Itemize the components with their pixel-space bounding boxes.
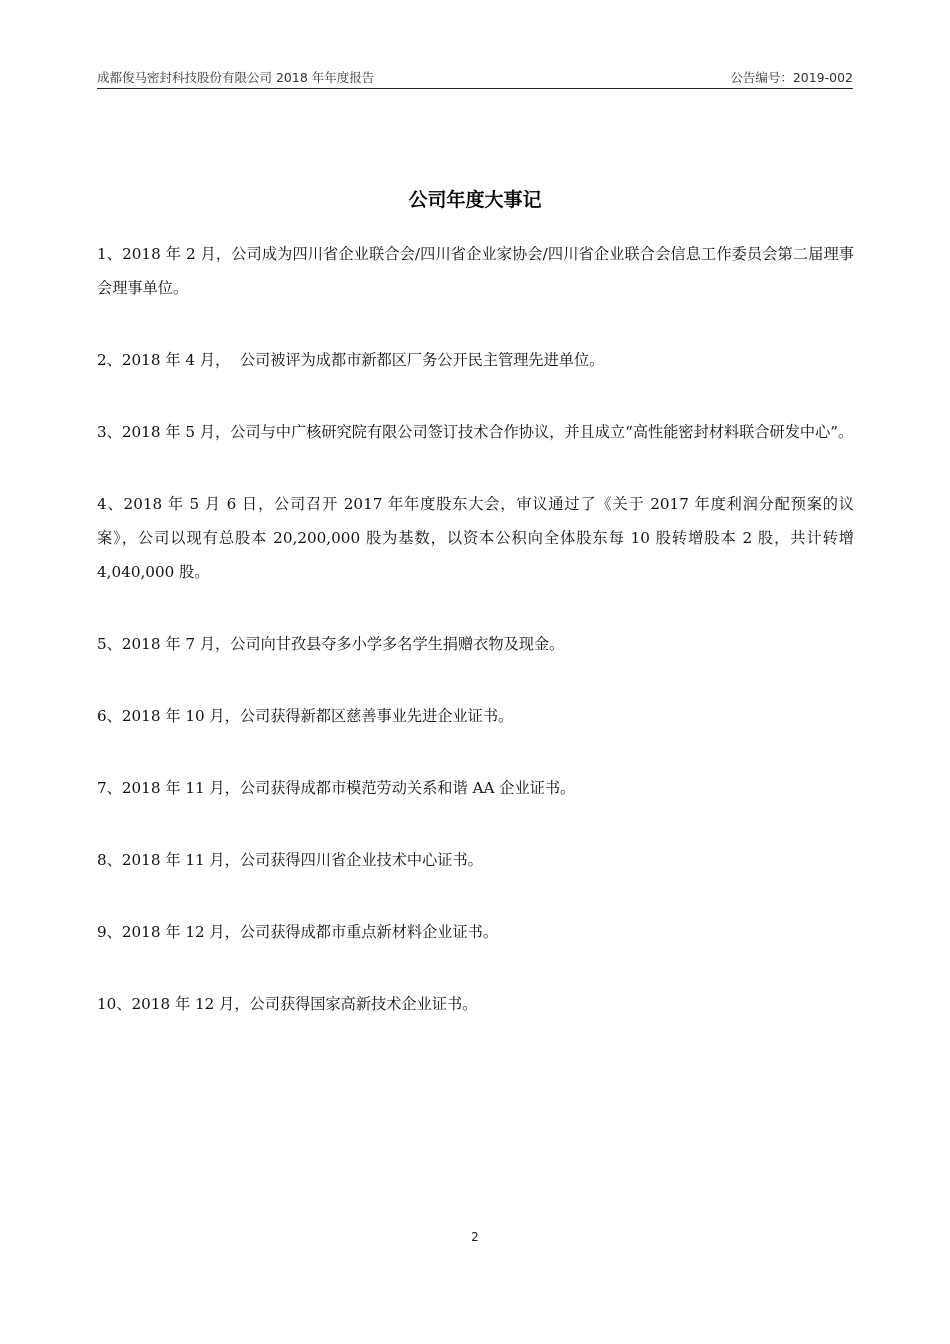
event-item: 9、2018 年 12 月，公司获得成都市重点新材料企业证书。: [97, 923, 499, 941]
announcement-number: 公告编号：2019-002: [730, 70, 853, 85]
page-title: 公司年度大事记: [408, 189, 542, 211]
event-list: [97, 237, 859, 1021]
page-header: [97, 66, 853, 89]
event-item: 6、2018 年 10 月，公司获得新都区慈善事业先进企业证书。: [97, 707, 514, 725]
event-item: 5、2018 年 7 月，公司向甘孜县夺多小学多名学生捐赠衣物及现金。: [97, 635, 565, 653]
event-item: 8、2018 年 11 月，公司获得四川省企业技术中心证书。: [97, 851, 483, 869]
event-item: 2、2018 年 4 月， 公司被评为成都市新都区厂务公开民主管理先进单位。: [97, 351, 605, 369]
event-item: 7、2018 年 11 月，公司获得成都市模范劳动关系和谐 AA 企业证书。: [97, 779, 576, 797]
report-title: 成都俊马密封科技股份有限公司 2018 年年度报告: [97, 70, 375, 85]
event-item: 4、2018 年 5 月 6 日，公司召开 2017 年年度股东大会，审议通过了《关于 2017 年度利润分配预案的议案》，公司以现有总股本 20,200,000 股为基数，以资本公积向全体股东每 10 股转增股本 2 股，共计转增 4,040,000 股。: [97, 495, 859, 581]
event-item: 1、2018 年 2 月，公司成为四川省企业联合会/四川省企业家协会/四川省企业联合会信息工作委员会第二届理事会理事单位。: [97, 245, 854, 297]
event-item: 3、2018 年 5 月，公司与中广核研究院有限公司签订技术合作协议，并且成立“高性能密封材料联合研发中心”。: [97, 423, 854, 441]
event-item: 10、2018 年 12 月，公司获得国家高新技术企业证书。: [97, 995, 478, 1013]
page-number: 2: [471, 1230, 479, 1244]
